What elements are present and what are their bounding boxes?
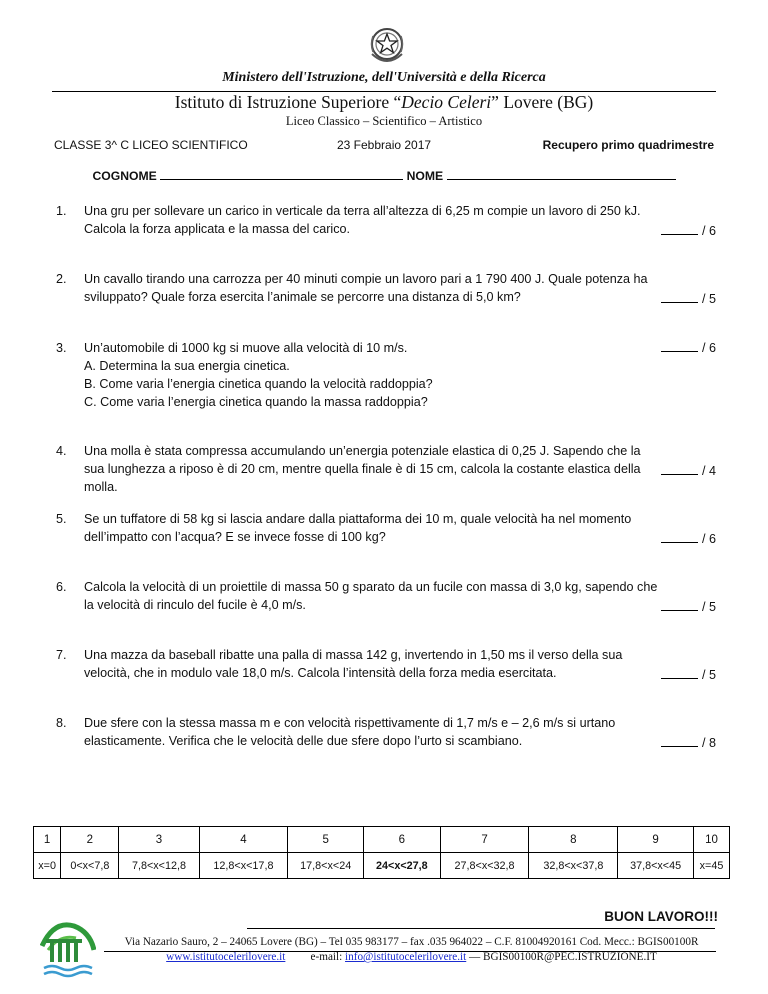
range-cell: 27,8<x<32,8	[440, 853, 529, 879]
range-cell: 32,8<x<37,8	[529, 853, 618, 879]
school-logo-icon	[40, 916, 96, 980]
question-text: Due sfere con la stessa massa m e con velocità rispettivamente di 1,7 m/s e – 2,6 m/s si urtano elasticamente. Verifica che le velocità delle due sfere dopo l’urto si scambiano.	[84, 716, 616, 748]
grade-cell: 5	[288, 827, 364, 853]
question-text: Una gru per sollevare un carico in verticale da terra all’altezza di 6,25 m compie un lavoro di 250 kJ. Calcola la forza applicata e la massa del carico.	[84, 204, 641, 236]
grade-cell: 3	[119, 827, 199, 853]
question-2	[56, 270, 716, 310]
question-number: 1.	[56, 204, 67, 218]
grade-row	[34, 827, 730, 853]
question-text: Una molla è stata compressa accumulando un’energia potenziale elastica di 0,25 J. Sapendo che la sua lunghezza a riposo è di 20 cm, mentre quella finale è di 15 cm, calcola la costante elastica della molla.	[84, 444, 641, 494]
grade-cell: 6	[364, 827, 441, 853]
question-4	[56, 442, 716, 494]
grade-cell: 10	[693, 827, 729, 853]
question-7	[56, 646, 716, 686]
footer-contacts	[104, 951, 719, 963]
range-cell: x=45	[693, 853, 729, 879]
question-8	[56, 714, 716, 754]
question-5	[56, 510, 716, 550]
score-field[interactable]: / 8	[661, 734, 716, 752]
name-label: NOME	[406, 169, 444, 183]
question-number: 6.	[56, 580, 67, 594]
score-field[interactable]: / 5	[661, 666, 716, 684]
question-number: 7.	[56, 648, 67, 662]
range-cell: x=0	[34, 853, 61, 879]
sub-question-a: A. Determina la sua energia cinetica.	[84, 359, 290, 373]
question-number: 5.	[56, 512, 67, 526]
score-field[interactable]: / 6	[661, 530, 716, 548]
name-field[interactable]	[447, 168, 676, 180]
question-text: Se un tuffatore di 58 kg si lascia andare dalla piattaforma dei 10 m, quale velocità ha nel momento dell’impatto con l’acqua? E se invece fosse di 100 kg?	[84, 512, 632, 544]
question-number: 2.	[56, 272, 67, 286]
score-field[interactable]: / 5	[661, 290, 716, 308]
surname-label: COGNOME	[92, 169, 157, 183]
question-text: Calcola la velocità di un proiettile di massa 50 g sparato da un fucile con massa di 3,0 kg, sapendo che la velocità di rinculo del fucile è 4,0 m/s.	[84, 580, 658, 612]
range-cell: 7,8<x<12,8	[119, 853, 199, 879]
sub-question-b: B. Come varia l’energia cinetica quando la velocità raddoppia?	[84, 377, 433, 391]
score-field[interactable]: / 6	[661, 222, 716, 240]
question-text: Un cavallo tirando una carrozza per 40 minuti compie un lavoro pari a 1 790 400 J. Quale potenza ha sviluppato? Quale forza esercita l’animale se percorre una distanza di 5,0 km?	[84, 272, 648, 304]
institute-title: Istituto di Istruzione Superiore “Decio Celeri” Lovere (BG)	[174, 92, 594, 112]
range-cell: 24<x<27,8	[364, 853, 441, 879]
grade-cell: 8	[529, 827, 618, 853]
score-field[interactable]: / 5	[661, 598, 716, 616]
grade-cell: 7	[440, 827, 529, 853]
grade-cell: 9	[618, 827, 694, 853]
range-row	[34, 853, 730, 879]
question-3	[56, 339, 716, 411]
class-label: CLASSE 3^ C LICEO SCIENTIFICO	[54, 138, 248, 152]
website-link[interactable]: www.istitutocelerilovere.it	[166, 951, 286, 963]
question-1	[56, 202, 716, 242]
test-title: Recupero primo quadrimestre	[542, 138, 714, 152]
grade-cell: 4	[199, 827, 288, 853]
ministry-title: Ministero dell'Istruzione, dell'Università e della Ricerca	[222, 70, 546, 85]
sub-question-c: C. Come varia l’energia cinetica quando la massa raddoppia?	[84, 395, 428, 409]
grade-cell: 2	[61, 827, 119, 853]
range-cell: 0<x<7,8	[61, 853, 119, 879]
email-link[interactable]: info@istitutocelerilovere.it	[345, 951, 467, 963]
surname-field[interactable]	[160, 168, 403, 180]
test-date: 23 Febbraio 2017	[337, 138, 432, 152]
range-cell: 37,8<x<45	[618, 853, 694, 879]
email-label: e-mail:	[310, 951, 343, 963]
footer-address: Via Nazario Sauro, 2 – 24065 Lovere (BG) – Tel 035 983177 – fax .035 964022 – C.F. 81004920161 Cod. Mecc.: BGIS00100R	[124, 936, 699, 948]
student-name-fields	[0, 168, 768, 183]
question-number: 4.	[56, 444, 67, 458]
closing-message: BUON LAVORO!!!	[604, 909, 718, 924]
pec-address: — BGIS00100R@PEC.ISTRUZIONE.IT	[469, 951, 657, 963]
closing-divider	[247, 928, 715, 929]
grade-cell: 1	[34, 827, 61, 853]
question-number: 8.	[56, 716, 67, 730]
range-cell: 17,8<x<24	[288, 853, 364, 879]
grade-table	[33, 826, 730, 879]
institute-subtitle: Liceo Classico – Scientifico – Artistico	[285, 114, 483, 128]
question-number: 3.	[56, 341, 67, 355]
question-6	[56, 578, 716, 618]
question-text: Un’automobile di 1000 kg si muove alla velocità di 10 m/s. A. Determina la sua energia cinetica. B. Come varia l’energia cinetica quando la velocità raddoppia? C. Come varia l’energia cinetica quando la massa raddoppia?	[84, 339, 659, 411]
question-text: Una mazza da baseball ribatte una palla di massa 142 g, invertendo in 1,50 ms il verso della sua velocità, che in modulo vale 18,0 m/s. Calcola l’intensità della forza media esercitata.	[84, 648, 623, 680]
italian-republic-emblem	[367, 24, 407, 68]
score-field[interactable]: / 6	[661, 339, 716, 357]
score-field[interactable]: / 4	[661, 462, 716, 480]
range-cell: 12,8<x<17,8	[199, 853, 288, 879]
